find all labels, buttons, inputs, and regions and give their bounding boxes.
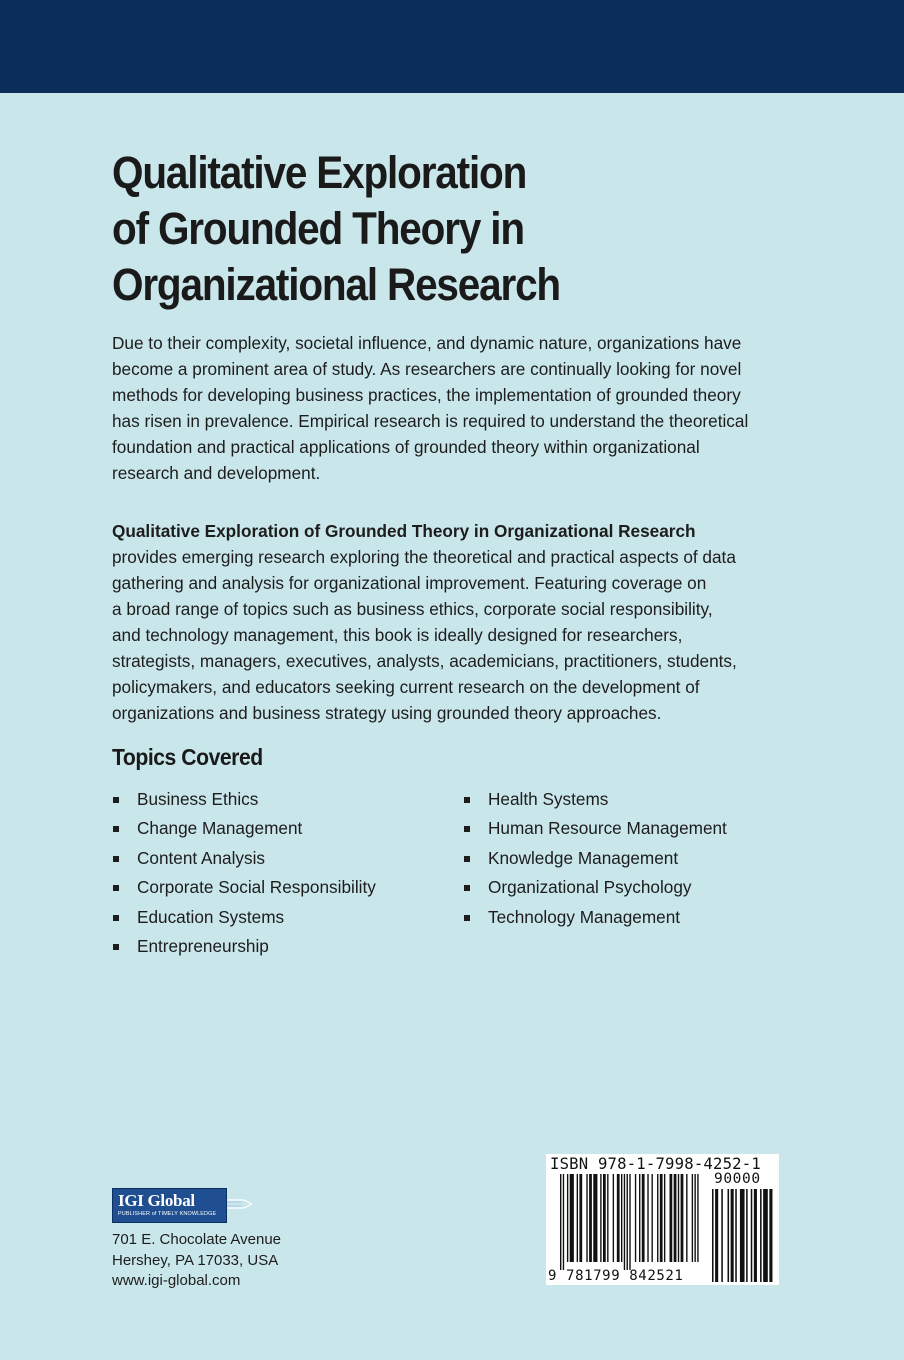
paragraph-line: become a prominent area of study. As researchers are continually looking for novel (112, 359, 742, 379)
title-line: Qualitative Exploration (112, 147, 527, 198)
paragraph-line: strategists, managers, executives, analysts, academicians, practitioners, students, (112, 651, 737, 671)
square-bullet-icon (464, 885, 470, 891)
square-bullet-icon (464, 797, 470, 803)
publisher-logo (112, 1188, 252, 1224)
paragraph-line: a broad range of topics such as business ethics, corporate social responsibility, (112, 599, 713, 619)
paragraph-line: gathering and analysis for organizational improvement. Featuring coverage on (112, 573, 707, 593)
paragraph-line: methods for developing business practices, the implementation of grounded theory (112, 385, 741, 405)
topic-item (463, 785, 727, 814)
logo-wordmark: IGI Global (118, 1191, 195, 1210)
square-bullet-icon (113, 856, 119, 862)
topic-label: Corporate Social Responsibility (137, 877, 376, 898)
address-website: www.igi-global.com (112, 1272, 241, 1289)
topics-list-left (112, 785, 376, 961)
price-code: 90000 (714, 1171, 761, 1187)
address-line: 701 E. Chocolate Avenue (112, 1231, 282, 1248)
topics-list-right (463, 785, 727, 932)
address-line: Hershey, PA 17033, USA (112, 1251, 279, 1269)
square-bullet-icon (464, 826, 470, 832)
topic-item (463, 903, 727, 932)
isbn-label: ISBN 978-1-7998-4252-1 (550, 1155, 761, 1173)
topic-label: Technology Management (488, 906, 681, 927)
barcode-bars-icon (560, 1174, 700, 1270)
topic-label: Organizational Psychology (488, 877, 692, 898)
topic-item (112, 873, 376, 902)
topic-label: Change Management (137, 818, 303, 839)
description-paragraph-1 (112, 330, 802, 486)
isbn-barcode (546, 1154, 779, 1285)
topic-label: Education Systems (137, 906, 285, 927)
logo-tagline: PUBLISHER of TIMELY KNOWLEDGE (118, 1211, 217, 1217)
paragraph-line: has risen in prevalence. Empirical research is required to understand the theoretical (112, 411, 749, 431)
square-bullet-icon (464, 856, 470, 862)
square-bullet-icon (464, 915, 470, 921)
topic-item (463, 873, 727, 902)
topic-label: Business Ethics (137, 789, 259, 809)
barcode-digits: 9 781799 842521 (548, 1268, 684, 1284)
square-bullet-icon (113, 944, 119, 950)
topic-item (112, 844, 376, 873)
logo-box (112, 1188, 227, 1223)
paragraph-line: Due to their complexity, societal influence, and dynamic nature, organizations have (112, 333, 742, 353)
paragraph-line: policymakers, and educators seeking current research on the development of (112, 677, 700, 697)
topic-item (463, 844, 727, 873)
description-paragraph-2 (112, 518, 802, 726)
title-line: of Grounded Theory in (112, 203, 524, 254)
book-title-inline: Qualitative Exploration of Grounded Theory in Organizational Research (112, 521, 696, 541)
topic-item (112, 903, 376, 932)
topic-item (112, 785, 376, 814)
topic-label: Entrepreneurship (137, 935, 269, 956)
paragraph-line: provides emerging research exploring the theoretical and practical aspects of data (112, 547, 736, 567)
square-bullet-icon (113, 915, 119, 921)
topic-label: Human Resource Management (488, 818, 727, 839)
title-line: Organizational Research (112, 259, 561, 310)
square-bullet-icon (113, 885, 119, 891)
square-bullet-icon (113, 826, 119, 832)
paragraph-line: and technology management, this book is ideally designed for researchers, (112, 625, 683, 645)
publisher-address (112, 1230, 281, 1292)
paragraph-line: research and development. (112, 463, 321, 483)
book-title (112, 145, 760, 313)
topic-label: Knowledge Management (488, 847, 679, 868)
topic-item (463, 814, 727, 843)
paragraph-line: foundation and practical applications of grounded theory within organizational (112, 437, 700, 457)
square-bullet-icon (113, 797, 119, 803)
topic-label: Content Analysis (137, 847, 266, 868)
topic-item (112, 932, 376, 961)
topic-label: Health Systems (488, 789, 609, 809)
topic-item (112, 814, 376, 843)
topics-heading: Topics Covered (112, 744, 263, 770)
top-color-band (0, 0, 904, 93)
paragraph-line: organizations and business strategy using grounded theory approaches. (112, 703, 662, 723)
addon-barcode-bars-icon (712, 1189, 774, 1282)
